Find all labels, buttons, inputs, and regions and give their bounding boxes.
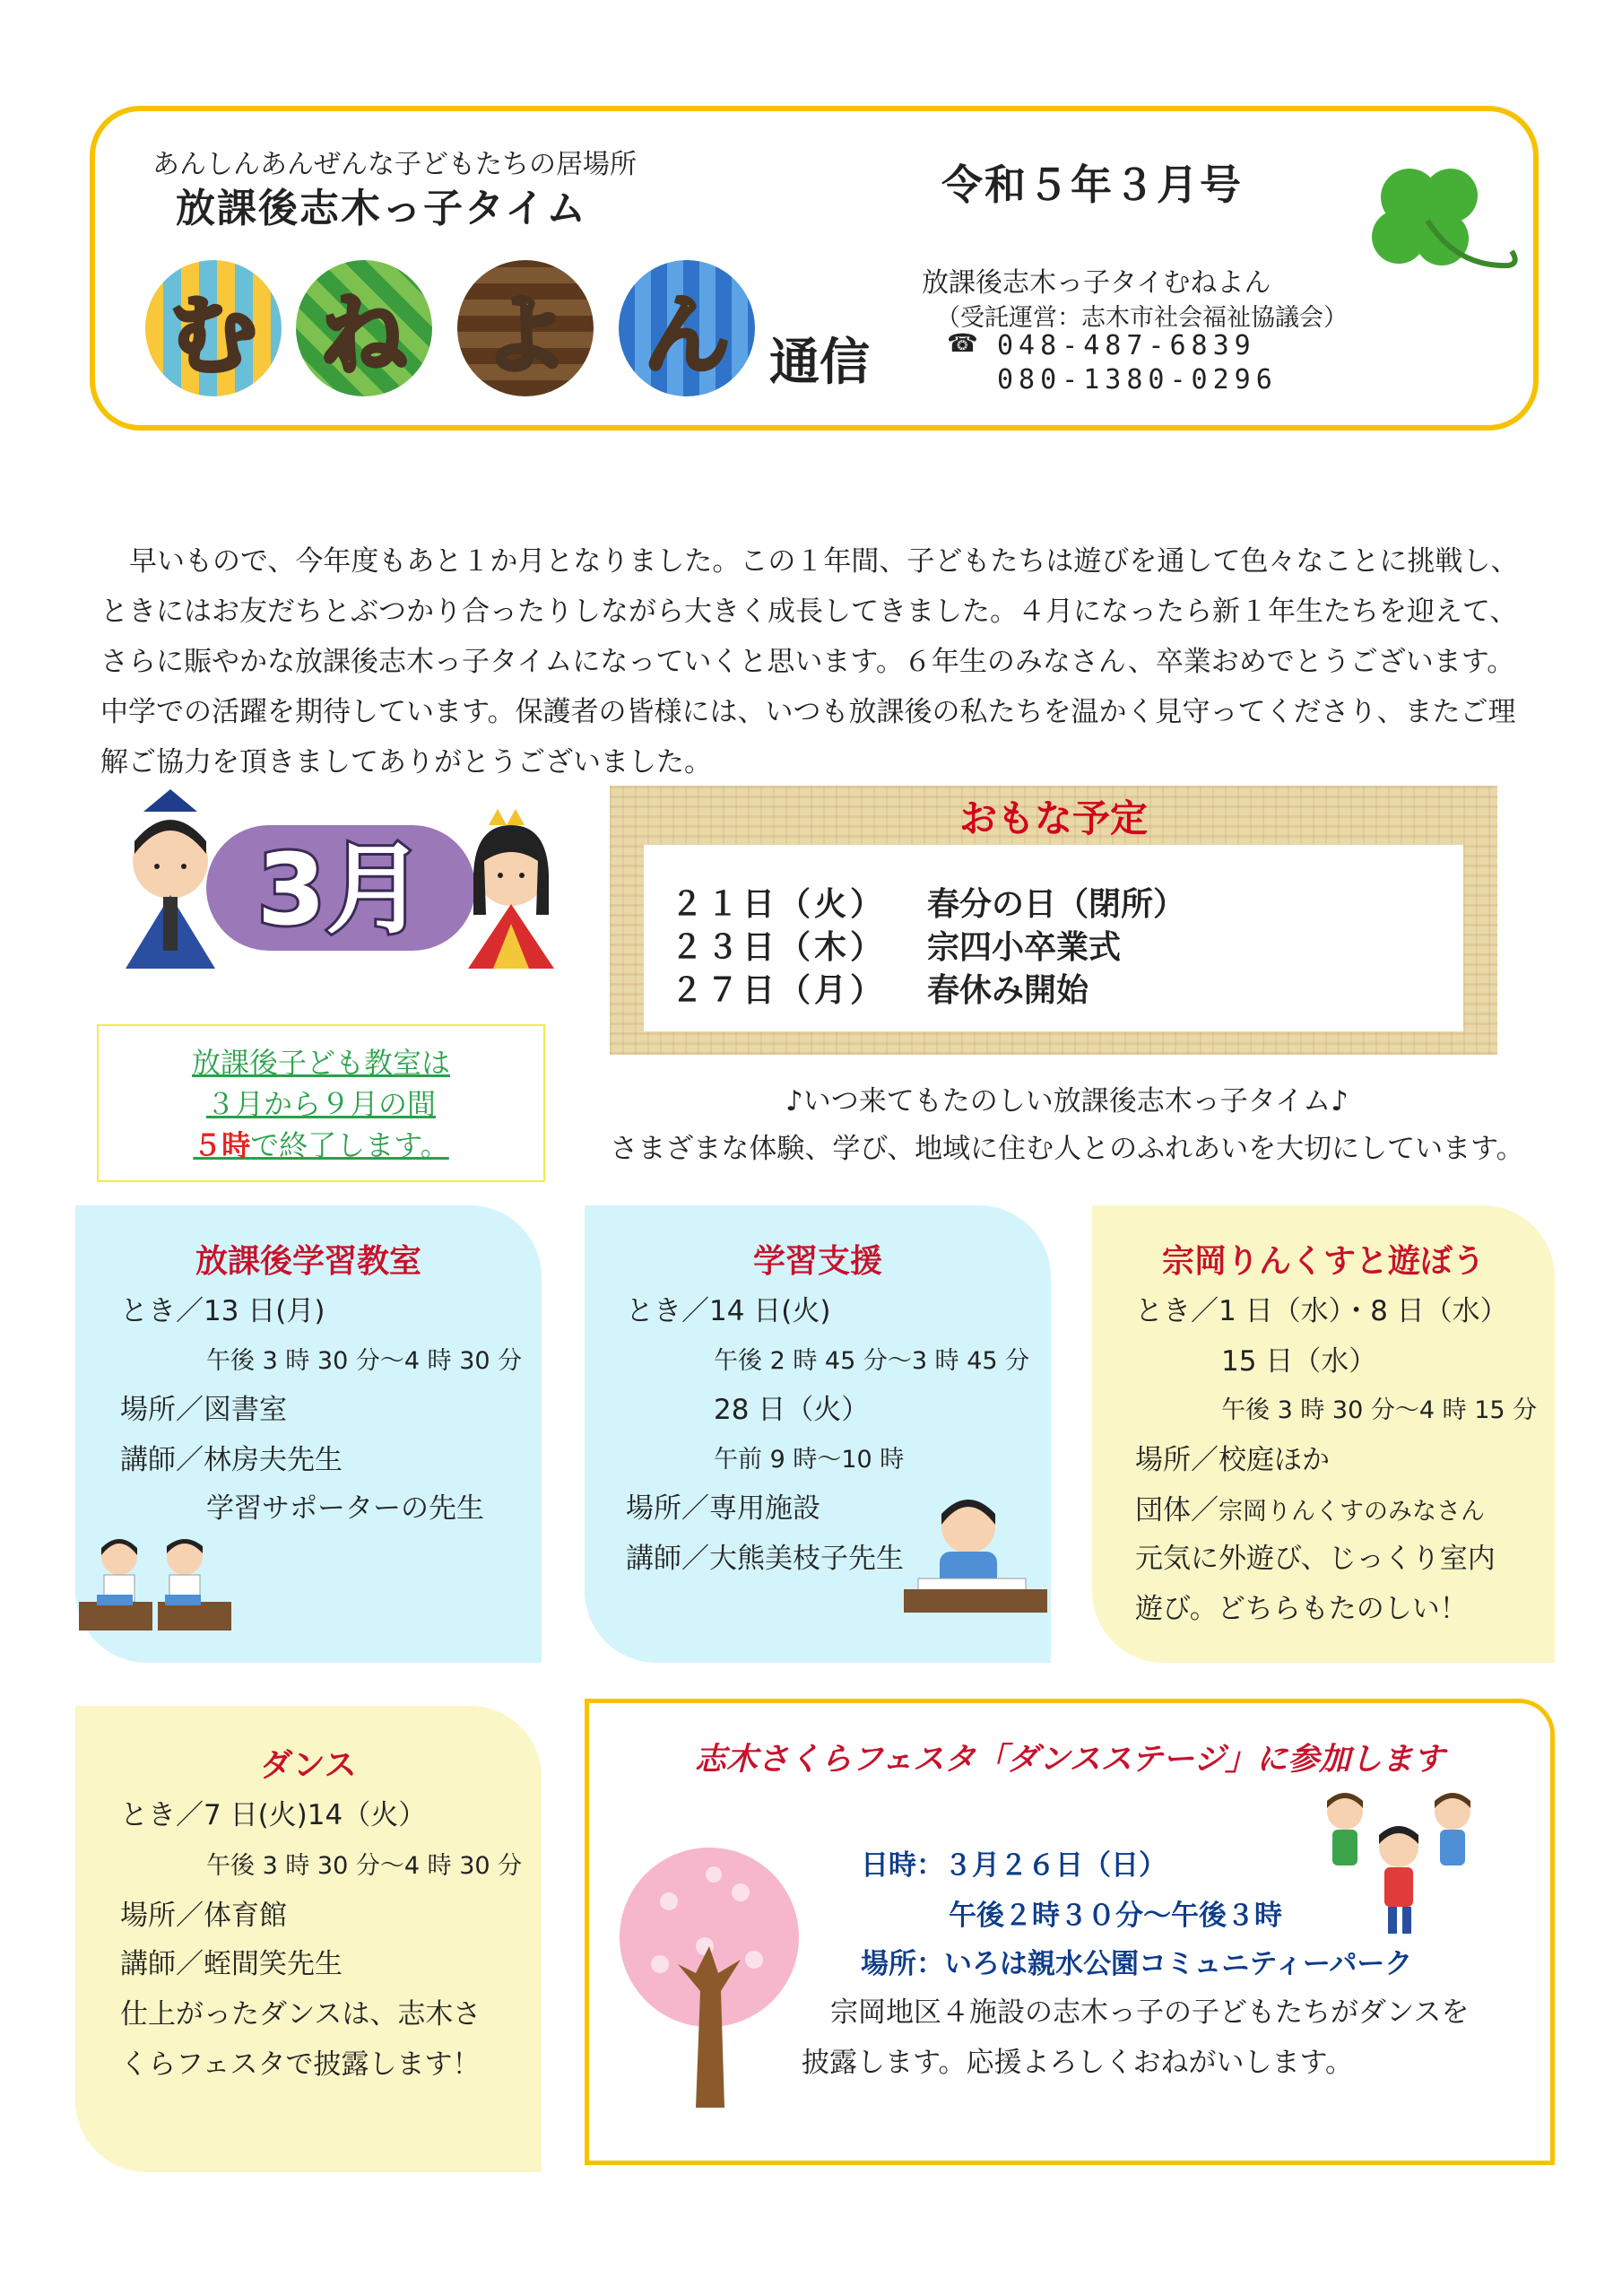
card-line: 講師／蛭間笑先生 (120, 1948, 343, 1980)
tagline: あんしんあんぜんな子どもたちの居場所 (152, 149, 637, 180)
contact-org: 放課後志木っ子タイむねよん (922, 267, 1271, 299)
logo-char-1: む (145, 260, 282, 396)
notice-line-3 (97, 1123, 545, 1164)
card-title: 学習支援 (752, 1243, 882, 1280)
march-hina-illustration (117, 789, 565, 987)
festa-title: 志木さくらフェスタ「ダンスステージ」に参加します (694, 1742, 1445, 1778)
card-line: 講師／大熊美枝子先生 (626, 1543, 904, 1575)
card-line (1135, 1487, 1485, 1527)
notice-highlight: ５時 (193, 1128, 251, 1162)
card-line: 午後 3 時 30 分～4 時 30 分 (206, 1347, 523, 1375)
card-line: 午前 9 時～10 時 (714, 1446, 905, 1474)
card-line: 学習サポーターの先生 (206, 1492, 484, 1525)
card-line: とき／13 日(月) (120, 1295, 325, 1327)
card-line: 15 日（水） (1221, 1345, 1377, 1378)
card-line: 午後 3 時 30 分～4 時 30 分 (206, 1852, 523, 1880)
notice-line-3-text: で終了します。 (250, 1128, 449, 1162)
card-line: 午後 3 時 30 分～4 時 15 分 (1221, 1396, 1538, 1424)
studying-boy-illustration (904, 1489, 1047, 1623)
festa-date: 日時：３月２６日（日） (861, 1849, 1167, 1882)
notice-line-2: ３月から９月の間 (205, 1087, 436, 1121)
card-line: とき／14 日(火) (626, 1295, 831, 1327)
motto-line-2: さまざまな体験、学び、地域に住む人とのふれあいを大切にしています。 (610, 1133, 1524, 1165)
students-illustration (79, 1532, 231, 1639)
card-line: 講師／林房夫先生 (120, 1444, 343, 1476)
logo-char-3: よ (457, 260, 594, 396)
card-line: 場所／校庭ほか (1135, 1444, 1330, 1476)
card-line: 場所／体育館 (120, 1900, 287, 1932)
schedule-event: 宗四小卒業式 (927, 929, 1122, 966)
card-line-value: 宗岡りんくすのみなさん (1219, 1498, 1485, 1526)
schedule-date: ２７日（月） (671, 972, 887, 1009)
logo-char-4: ん (619, 260, 755, 396)
logo-char-2: ね (296, 260, 432, 396)
clover-icon (1345, 151, 1524, 285)
card-line-label: 団体／ (1135, 1494, 1219, 1526)
motto-line-1: ♪いつ来てもたのしい放課後志木っ子タイム♪ (785, 1085, 1349, 1118)
card-line: 午後 2 時 45 分～3 時 45 分 (714, 1347, 1030, 1375)
march-label: 3月 (256, 832, 425, 947)
intro-text: 早いもので、今年度もあと１か月となりました。この１年間、子どもたちは遊びを通して色々なことに挑戦し、ときにはお友だちとぶつかり合ったりしながら大きく成長してきました。４月になったら新１年生たちを迎えて、さらに賑やかな放課後志木っ子タイムになっていくと思います。６年生のみなさん、卒業おめでとうございます。中学での活躍を期待しています。保護者の皆様には、いつも放課後の私たちを温かく見守ってくださり、またご理解ご協力を頂きましてありがとうございました。 (100, 545, 1519, 778)
phone-1: 048-487-6839 (997, 330, 1256, 361)
notice-line-1: 放課後子ども教室は (191, 1046, 450, 1080)
card-line: 場所／図書室 (120, 1394, 287, 1426)
card-line: とき／1 日（水）・8 日（水） (1135, 1295, 1508, 1327)
schedule-date: ２１日（火） (671, 886, 887, 923)
card-title: 宗岡りんくすと遊ぼう (1161, 1243, 1485, 1280)
festa-time: 午後２時３０分～午後３時 (949, 1900, 1282, 1932)
festa-body-2: 披露します。応援よろしくおねがいします。 (802, 2047, 1354, 2079)
card-line: 遊び。どちらもたのしい！ (1135, 1593, 1468, 1625)
card-line: 場所／専用施設 (626, 1492, 820, 1525)
schedule-event: 春分の日（閉所） (927, 886, 1186, 923)
card-line: とき／7 日(火)14（火） (120, 1799, 427, 1831)
card-line: 元気に外遊び、じっくり室内 (1135, 1543, 1496, 1575)
cherry-tree-illustration (606, 1839, 812, 2117)
phone-2: 080-1380-0296 (997, 364, 1278, 396)
schedule-date: ２３日（木） (671, 929, 887, 966)
card-line: 仕上がったダンスは、志木さ (120, 1998, 481, 2031)
card-title: 放課後学習教室 (195, 1243, 421, 1280)
festa-body-1: 宗岡地区４施設の志木っ子の子どもたちがダンスを (830, 1996, 1470, 2029)
card-line: 28 日（火） (714, 1394, 870, 1426)
card-line: くらフェスタで披露します！ (120, 2048, 481, 2081)
dancing-kids-illustration (1309, 1785, 1488, 1937)
schedule-title: おもな予定 (958, 796, 1148, 840)
card-title: ダンス (260, 1747, 357, 1784)
program-name: 放課後志木っ子タイム (176, 186, 588, 231)
phone-icon: ☎ (947, 328, 978, 358)
schedule-event: 春休み開始 (927, 972, 1089, 1009)
issue-title: 令和５年３月号 (941, 161, 1243, 209)
contact-operator: （受託運営：志木市社会福祉協議会） (936, 304, 1348, 332)
logo-suffix: 通信 (769, 334, 870, 392)
festa-place: 場所：いろは親水公園コミュニティーパーク (861, 1948, 1413, 1980)
